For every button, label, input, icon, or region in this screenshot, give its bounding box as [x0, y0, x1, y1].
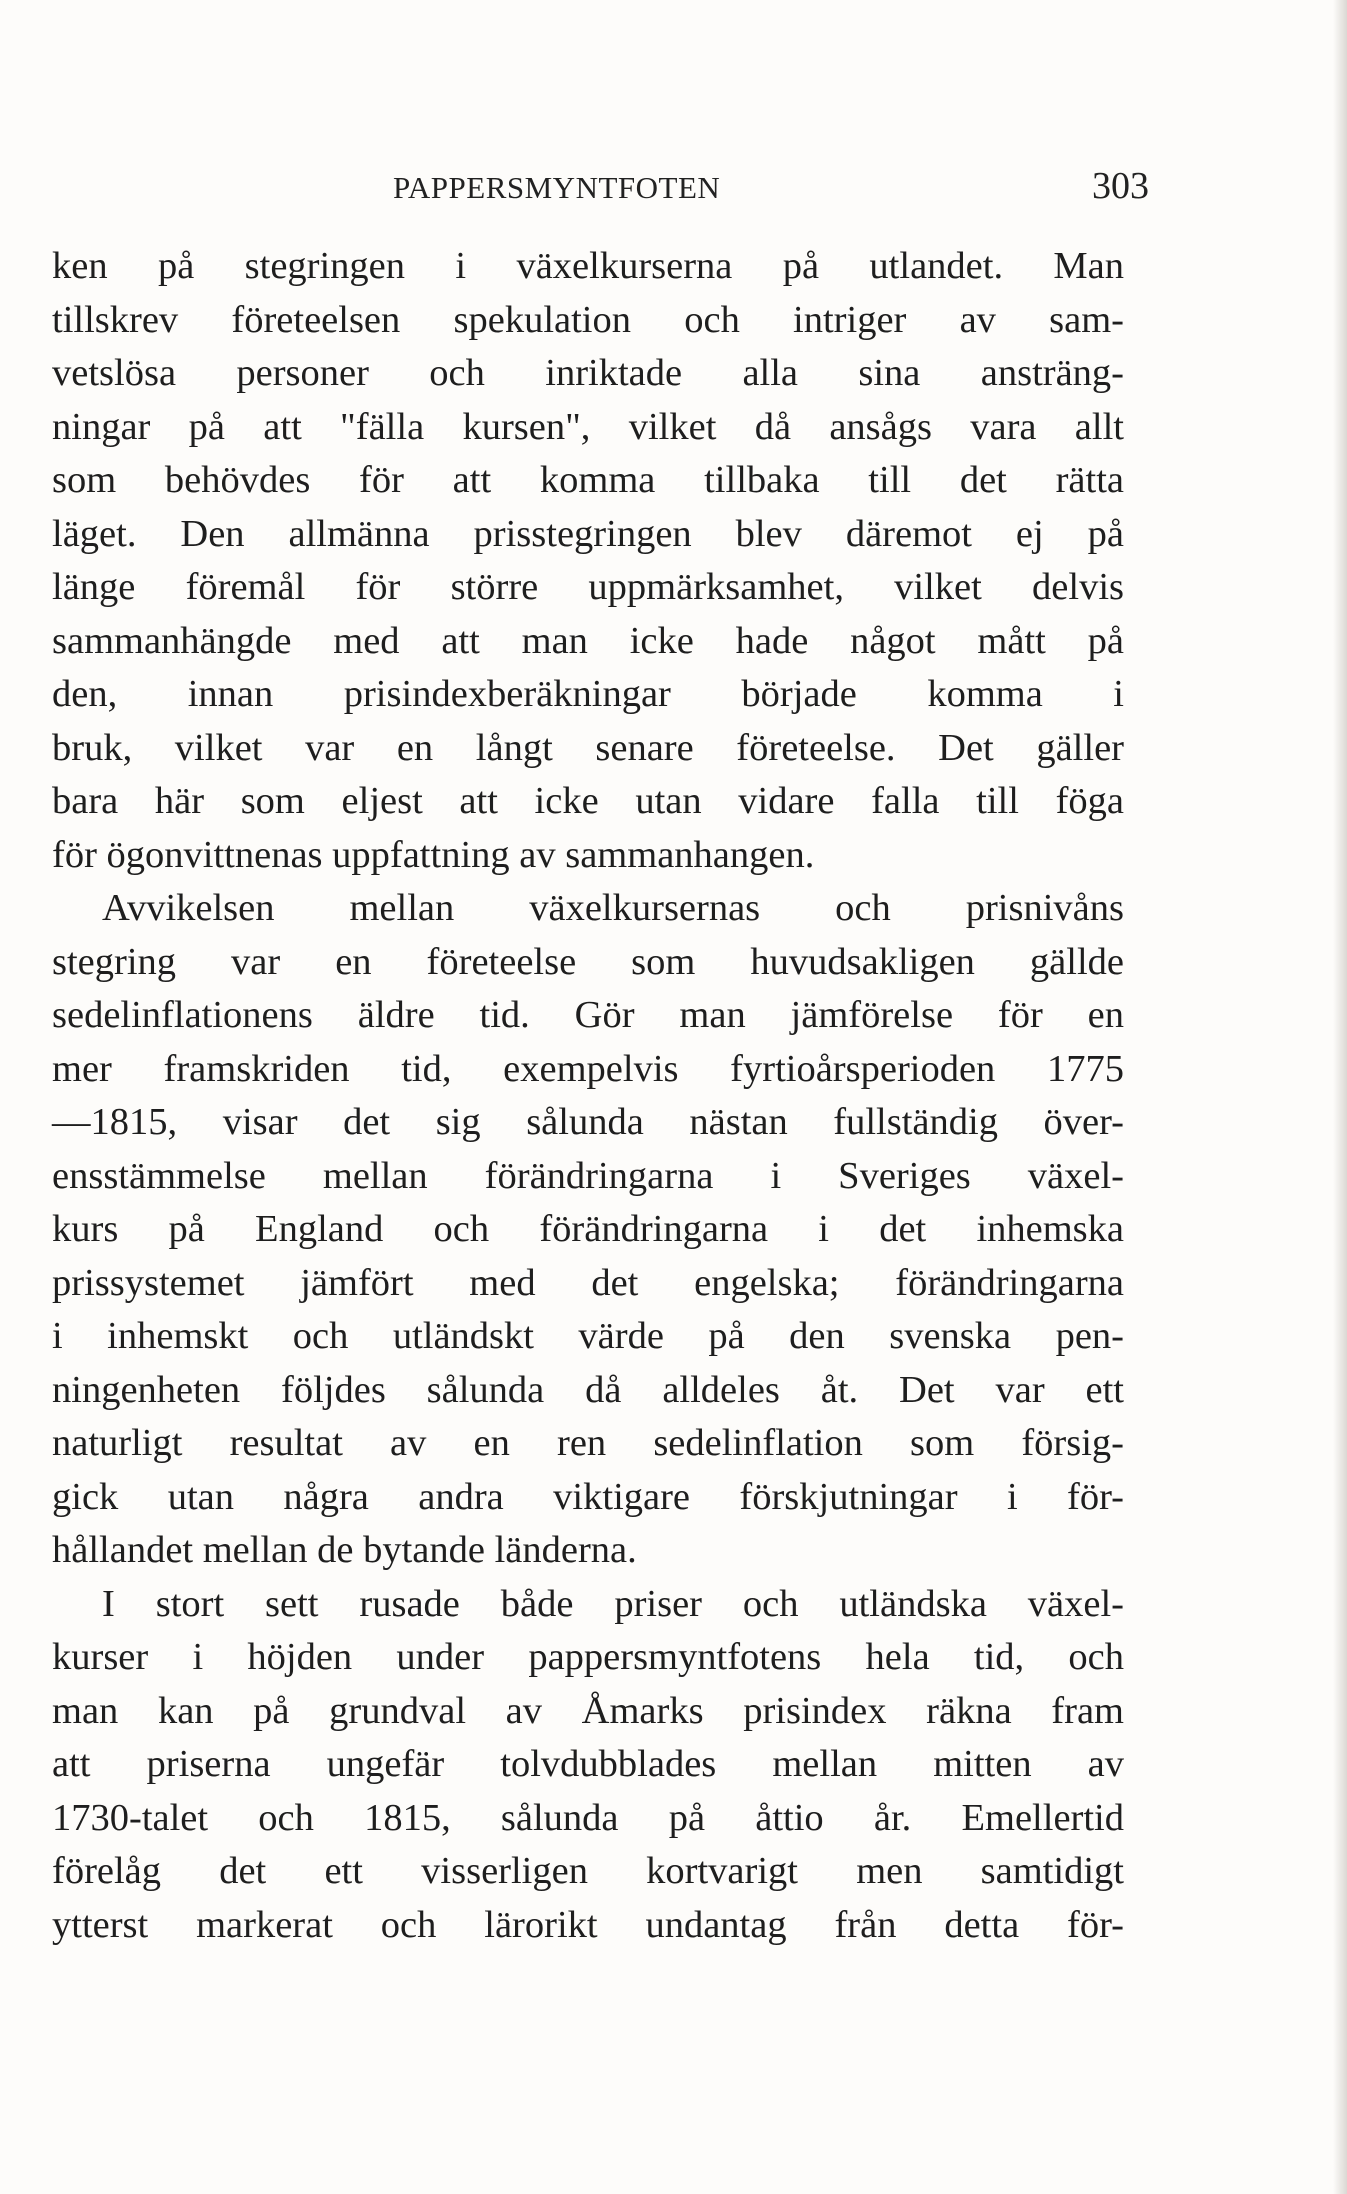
page-edge-shadow [1333, 0, 1347, 2194]
text-line-13: Avvikelsen mellan växelkursernas och prisnivåns [102, 887, 1124, 929]
running-title: PAPPERSMYNTFOTEN [393, 170, 721, 205]
text-line-29: att priserna ungefär tolvdubblades mellan mitten av [52, 1743, 1124, 1785]
text-line-12: för ögonvittnenas uppfattning av sammanhangen. [52, 834, 815, 876]
text-line-32: ytterst markerat och lärorikt undantag från detta för- [52, 1904, 1124, 1946]
text-line-16: mer framskriden tid, exempelvis fyrtioårsperioden 1775 [52, 1048, 1124, 1090]
text-line-14: stegring var en företeelse som huvudsakligen gällde [52, 941, 1124, 983]
text-line-18: ensstämmelse mellan förändringarna i Sveriges växel- [52, 1155, 1124, 1197]
text-line-17: —1815, visar det sig sålunda nästan fullständig över- [52, 1101, 1124, 1143]
text-line-30: 1730-talet och 1815, sålunda på åttio år. Emellertid [52, 1797, 1124, 1839]
text-line-10: bruk, vilket var en långt senare företeelse. Det gäller [52, 727, 1124, 769]
text-line-26: I stort sett rusade både priser och utländska växel- [102, 1583, 1124, 1625]
text-line-24: gick utan några andra viktigare förskjutningar i för- [52, 1476, 1124, 1518]
text-line-2: tillskrev företeelsen spekulation och intriger av sam- [52, 299, 1124, 341]
text-line-25: hållandet mellan de bytande länderna. [52, 1529, 637, 1571]
text-line-5: som behövdes för att komma tillbaka till det rätta [52, 459, 1124, 501]
text-line-9: den, innan prisindexberäkningar började komma i [52, 673, 1124, 715]
text-line-19: kurs på England och förändringarna i det inhemska [52, 1208, 1124, 1250]
text-line-31: förelåg det ett visserligen kortvarigt men samtidigt [52, 1850, 1124, 1892]
text-line-28: man kan på grundval av Åmarks prisindex räkna fram [52, 1690, 1124, 1732]
text-line-4: ningar på att "fälla kursen", vilket då ansågs vara allt [52, 406, 1124, 448]
text-line-20: prissystemet jämfört med det engelska; förändringarna [52, 1262, 1124, 1304]
text-line-11: bara här som eljest att icke utan vidare falla till föga [52, 780, 1124, 822]
text-line-6: läget. Den allmänna prisstegringen blev däremot ej på [52, 513, 1124, 555]
text-line-3: vetslösa personer och inriktade alla sina ansträng- [52, 352, 1124, 394]
text-line-23: naturligt resultat av en ren sedelinflation som försig- [52, 1422, 1124, 1464]
page-number: 303 [1092, 165, 1149, 207]
text-line-27: kurser i höjden under pappersmyntfotens hela tid, och [52, 1636, 1124, 1678]
text-line-7: länge föremål för större uppmärksamhet, vilket delvis [52, 566, 1124, 608]
text-line-15: sedelinflationens äldre tid. Gör man jämförelse för en [52, 994, 1124, 1036]
text-line-22: ningenheten följdes sålunda då alldeles åt. Det var ett [52, 1369, 1124, 1411]
text-line-1: ken på stegringen i växelkurserna på utlandet. Man [52, 245, 1124, 287]
text-line-21: i inhemskt och utländskt värde på den svenska pen- [52, 1315, 1124, 1357]
text-line-8: sammanhängde med att man icke hade något mått på [52, 620, 1124, 662]
